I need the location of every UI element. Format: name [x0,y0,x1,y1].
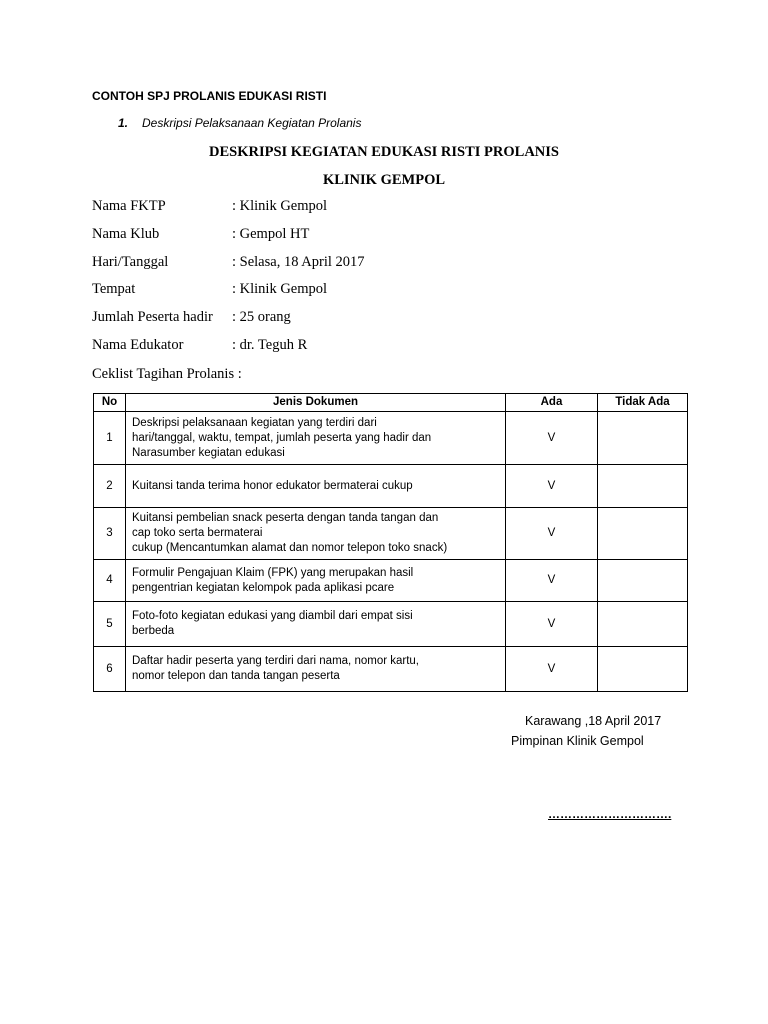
header-no: No [94,394,126,412]
row-tidak-ada-mark [598,508,688,560]
table-row [94,647,688,692]
sub-title: KLINIK GEMPOL [322,172,446,188]
row-tidak-ada-mark [598,647,688,692]
row-line: Narasumber kegiatan edukasi [132,446,285,459]
row-no: 6 [94,647,126,692]
row-line: Kuitansi tanda terima honor edukator bermaterai cukup [132,479,413,492]
section-heading [118,116,361,130]
row-line: Foto-foto kegiatan edukasi yang diambil dari empat sisi [132,610,413,622]
row-line: Daftar hadir peserta yang terdiri dari nama, nomor kartu, [132,655,419,667]
checklist-label: Ceklist Tagihan Prolanis : [92,366,242,382]
row-line: berbeda [132,625,175,637]
table-row [94,412,688,465]
row-tidak-ada-mark [598,560,688,602]
row-line: nomor telepon dan tanda tangan peserta [132,670,340,682]
row-tidak-ada-mark [598,412,688,465]
row-document [126,560,506,602]
row-ada-mark: V [506,647,598,692]
signature-line: …………………………. [548,807,672,821]
row-no: 3 [94,508,126,560]
checklist-table [93,393,688,692]
row-document [126,647,506,692]
row-ada-mark: V [506,508,598,560]
table-row [94,560,688,602]
row-tidak-ada-mark [598,602,688,647]
row-ada-mark: V [506,465,598,508]
row-line: Kuitansi pembelian snack peserta dengan tanda tangan dan [132,512,439,524]
table-header-row [94,394,688,412]
signature-city-date: Karawang ,18 April 2017 [525,714,662,728]
row-no: 2 [94,465,126,508]
field-value-fktp: : Klinik Gempol [232,198,328,214]
main-title: DESKRIPSI KEGIATAN EDUKASI RISTI PROLANIS [209,144,559,160]
row-document [126,412,506,465]
row-line: Deskripsi pelaksanaan kegiatan yang terdiri dari [132,416,377,429]
row-line: cukup (Mencantumkan alamat dan nomor telepon toko snack) [132,542,448,554]
row-line: cap toko serta bermaterai [132,527,263,539]
row-ada-mark: V [506,560,598,602]
row-no: 4 [94,560,126,602]
row-no: 5 [94,602,126,647]
row-no: 1 [94,412,126,465]
header-jenis-dokumen: Jenis Dokumen [126,394,506,412]
table-row [94,465,688,508]
field-label-edukator: Nama Edukator [92,337,184,353]
row-ada-mark: V [506,602,598,647]
signature-role: Pimpinan Klinik Gempol [511,734,644,748]
section-number: 1. [118,116,129,130]
header-tidak-ada: Tidak Ada [598,394,688,412]
row-document [126,602,506,647]
row-tidak-ada-mark [598,465,688,508]
field-value-peserta: : 25 orang [232,309,291,325]
table-row [94,508,688,560]
field-label-fktp: Nama FKTP [92,198,166,214]
row-line: Formulir Pengajuan Klaim (FPK) yang merupakan hasil [132,566,414,579]
row-document [126,508,506,560]
row-line: pengentrian kegiatan kelompok pada aplikasi pcare [132,581,395,594]
field-value-edukator: : dr. Teguh R [232,337,308,353]
field-value-klub: : Gempol HT [232,226,310,242]
field-label-peserta: Jumlah Peserta hadir [92,309,213,325]
document-heading: CONTOH SPJ PROLANIS EDUKASI RISTI [92,89,327,103]
row-ada-mark: V [506,412,598,465]
header-ada: Ada [506,394,598,412]
field-label-tanggal: Hari/Tanggal [92,254,169,270]
field-value-tempat: : Klinik Gempol [232,281,328,297]
field-value-tanggal: : Selasa, 18 April 2017 [232,254,365,270]
field-label-klub: Nama Klub [92,226,160,242]
section-title: Deskripsi Pelaksanaan Kegiatan Prolanis [142,116,362,130]
field-label-tempat: Tempat [92,281,136,297]
table-row [94,602,688,647]
row-document [126,465,506,508]
row-line: hari/tanggal, waktu, tempat, jumlah peserta yang hadir dan [132,431,432,444]
